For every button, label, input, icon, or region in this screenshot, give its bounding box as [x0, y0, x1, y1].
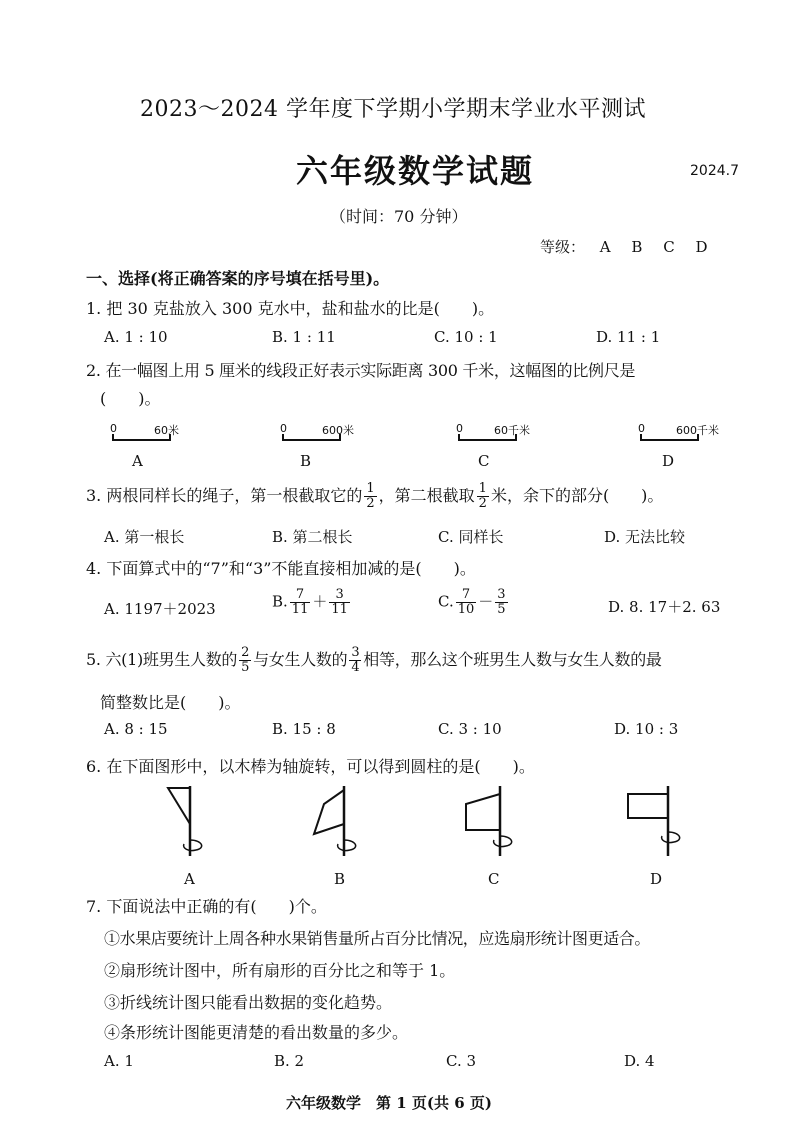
scale-a-zero: 0: [110, 422, 117, 435]
q3-part2: ，第二根截取: [378, 486, 475, 505]
scale-d-zero: 0: [638, 422, 645, 435]
q6-figure-a: [150, 784, 220, 864]
q5-option-a: A. 8 : 15: [104, 720, 168, 738]
q4-option-b: B. $\frac{7}{11}$ ＋ $\frac{3}{11}$: [272, 587, 348, 617]
grade-b: B: [631, 238, 643, 256]
q3-stem: [86, 482, 663, 511]
q3-fraction-1: $\frac{1}{2}$: [366, 481, 375, 511]
scale-b-value: 600米: [322, 424, 354, 437]
q7-option-b: B. 2: [274, 1052, 305, 1070]
page-footer: 六年级数学 第 1 页(共 6 页): [286, 1094, 492, 1112]
grade-d: D: [695, 238, 708, 256]
q4-option-a: A. 1197＋2023: [104, 600, 216, 618]
q7-stem: 7. 下面说法中正确的有( )个。: [86, 897, 327, 916]
q1-option-c: C. 10 : 1: [434, 328, 498, 346]
q1-stem: 1. 把 30 克盐放入 300 克水中，盐和盐水的比是( )。: [86, 299, 495, 318]
exam-time: （时间：70 分钟）: [330, 207, 468, 226]
q4-stem: 4. 下面算式中的“7”和“3”不能直接相加减的是( )。: [86, 559, 476, 578]
grade-label: 等级：: [540, 238, 586, 256]
q5-option-b: B. 15 : 8: [272, 720, 336, 738]
subject-title: 六年级数学试题: [296, 152, 535, 190]
scale-bar-d: [640, 434, 700, 442]
q7-statement-2: ②扇形统计图中，所有扇形的百分比之和等于 1。: [104, 961, 456, 980]
q3-option-a: A. 第一根长: [104, 528, 185, 546]
grade-c: C: [663, 238, 675, 256]
grade-box: [540, 236, 708, 257]
scale-a-value: 60米: [154, 424, 179, 437]
q2-stem: 2. 在一幅图上用 5 厘米的线段正好表示实际距离 300 千米，这幅图的比例尺是: [86, 361, 636, 380]
section-heading: 一、选择(将正确答案的序号填在括号里)。: [86, 269, 390, 288]
q7-statement-3: ③折线统计图只能看出数据的变化趋势。: [104, 993, 393, 1012]
q7-option-c: C. 3: [446, 1052, 477, 1070]
q7-statement-1: ①水果店要统计上周各种水果销售量所占百分比情况，应选扇形统计图更适合。: [104, 929, 651, 948]
scale-d-value: 600千米: [676, 424, 719, 437]
q6-figure-c: [454, 784, 524, 864]
exam-title: 2023～2024 学年度下学期小学期末学业水平测试: [140, 97, 646, 122]
q1-option-b: B. 1 : 11: [272, 328, 336, 346]
q1-option-d: D. 11 : 1: [596, 328, 661, 346]
q5-fraction-1: $\frac{2}{5}$: [241, 645, 250, 675]
q7-option-d: D. 4: [624, 1052, 655, 1070]
exam-date: 2024.7: [690, 163, 739, 179]
q6-letter-d: D: [650, 870, 663, 888]
q3-part1: 3. 两根同样长的绳子，第一根截取它的: [86, 486, 363, 505]
q6-letter-c: C: [488, 870, 500, 888]
q3-fraction-2: $\frac{1}{2}$: [478, 481, 487, 511]
q7-option-a: A. 1: [104, 1052, 134, 1070]
q5-option-c: C. 3 : 10: [438, 720, 502, 738]
scale-c-value: 60千米: [494, 424, 530, 437]
q6-letter-a: A: [184, 870, 195, 888]
scale-b-zero: 0: [280, 422, 287, 435]
scale-bar-c: [458, 434, 518, 442]
q7-statement-4: ④条形统计图能更清楚的看出数量的多少。: [104, 1023, 409, 1042]
q6-stem: 6. 在下面图形中，以木棒为轴旋转，可以得到圆柱的是( )。: [86, 757, 535, 776]
scale-c-zero: 0: [456, 422, 463, 435]
q5-fraction-2: $\frac{3}{4}$: [351, 645, 360, 675]
q3-part3: 米，余下的部分( )。: [490, 486, 664, 505]
scale-bar-b: [282, 434, 342, 442]
grade-a: A: [599, 238, 611, 256]
scale-d-letter: D: [662, 452, 675, 470]
q5-stem-line2: 简整数比是( )。: [100, 693, 241, 712]
q2-stem-line2: ( )。: [100, 389, 161, 408]
scale-bar-a: [112, 434, 172, 442]
q5-stem: 5. 六(1)班男生人数的 $\frac{2}{5}$ 与女生人数的 $\frac{3}{4}$ 相等，那么这个班男生人数与女生人数的最: [86, 645, 662, 675]
q3-option-c: C. 同样长: [438, 528, 504, 546]
q6-figure-d: [620, 784, 700, 864]
q4-option-c: C. $\frac{7}{10}$ － $\frac{3}{5}$: [438, 587, 506, 617]
q3-option-d: D. 无法比较: [604, 528, 686, 546]
scale-b-letter: B: [300, 452, 312, 470]
q5-option-d: D. 10 : 3: [614, 720, 679, 738]
q6-letter-b: B: [334, 870, 346, 888]
q3-option-b: B. 第二根长: [272, 528, 353, 546]
q6-figure-b: [300, 784, 370, 864]
scale-c-letter: C: [478, 452, 490, 470]
scale-a-letter: A: [132, 452, 143, 470]
q1-option-a: A. 1 : 10: [104, 328, 168, 346]
q4-option-d: D. 8. 17＋2. 63: [608, 598, 721, 616]
